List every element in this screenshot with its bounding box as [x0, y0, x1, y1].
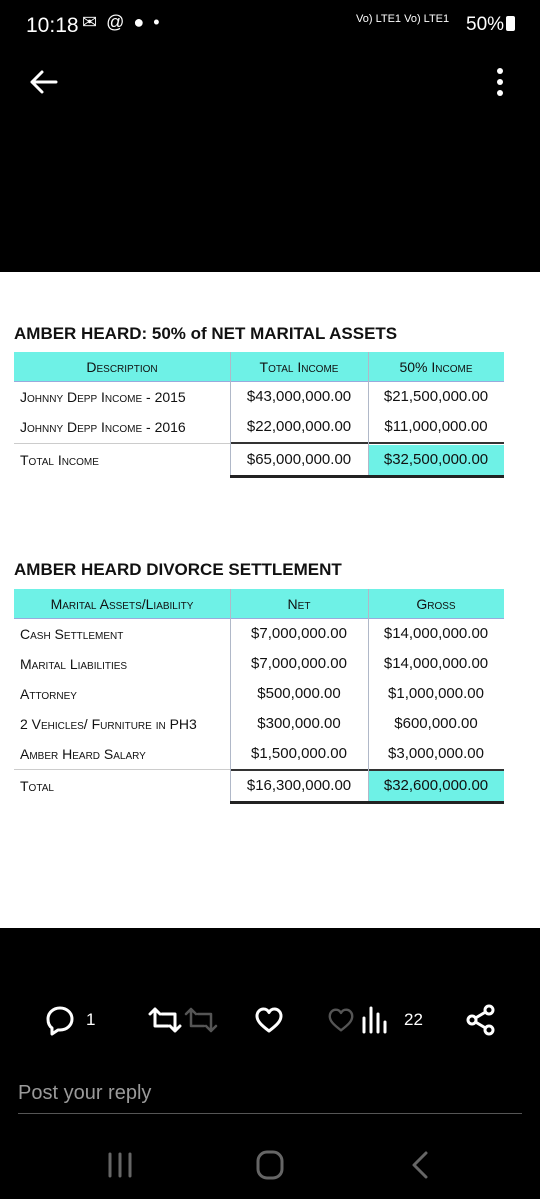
row-value: $300,000.00: [257, 715, 341, 732]
heart-outline-icon: [326, 1005, 356, 1035]
row-label: Total: [20, 778, 54, 794]
recent-apps-icon: [100, 1148, 140, 1182]
back-button[interactable]: [26, 64, 62, 100]
row-label: Attorney: [20, 686, 77, 702]
row-value: $14,000,000.00: [383, 625, 489, 642]
row-label: Amber Heard Salary: [20, 746, 146, 762]
row-value: $65,000,000.00: [246, 451, 352, 468]
repost-icon: [146, 1004, 218, 1036]
post-actions: [0, 990, 540, 1050]
chevron-left-icon: [400, 1148, 440, 1182]
divider: [230, 442, 504, 444]
header-description: Description: [86, 359, 158, 375]
divider: [230, 769, 504, 771]
divider: [230, 352, 231, 475]
row-value: $21,500,000.00: [383, 388, 489, 405]
row-value: $7,000,000.00: [251, 625, 347, 642]
table-row: [14, 619, 504, 649]
row-label: Marital Liabilities: [20, 656, 128, 672]
status-bar: [0, 0, 540, 52]
status-time: 10:18: [26, 14, 79, 37]
home-icon: [250, 1148, 290, 1182]
post-image[interactable]: [0, 272, 540, 928]
home-button[interactable]: [250, 1148, 290, 1182]
row-value: $16,300,000.00: [246, 777, 352, 794]
network-indicator: Vo) LTE1 Vo) LTE1: [356, 13, 450, 25]
divider: [368, 589, 369, 801]
like-button[interactable]: [253, 990, 285, 1050]
row-value: $22,000,000.00: [246, 418, 352, 435]
header-marital-assets: Marital Assets/Liability: [50, 596, 194, 612]
table-row-total: [14, 445, 504, 475]
table-row-total: [14, 771, 504, 801]
bar-chart-icon: [360, 1004, 388, 1036]
reply-input[interactable]: [18, 1074, 522, 1114]
divider: [230, 475, 504, 478]
battery-percent: 50%: [466, 14, 505, 35]
more-vertical-icon: [486, 64, 514, 100]
row-label: Total Income: [20, 452, 99, 468]
divider: [368, 352, 369, 475]
row-value: $14,000,000.00: [383, 655, 489, 672]
table-row: [14, 739, 504, 769]
battery-indicator: [466, 14, 515, 36]
share-button[interactable]: [465, 990, 497, 1050]
header-total-income: Total Income: [259, 359, 339, 375]
header-50-income: 50% Income: [399, 359, 473, 375]
views-button[interactable]: [326, 990, 423, 1050]
row-value: $7,000,000.00: [251, 655, 347, 672]
table-row: [14, 709, 504, 739]
row-value: $1,500,000.00: [251, 745, 347, 762]
row-label: Cash Settlement: [20, 626, 124, 642]
row-value: $11,000,000.00: [384, 418, 488, 435]
income-table: [14, 352, 504, 478]
table-row: [14, 649, 504, 679]
back-nav-button[interactable]: [400, 1148, 440, 1182]
arrow-left-icon: [26, 64, 62, 100]
settlement-table: [14, 589, 504, 803]
comment-icon: [44, 1004, 76, 1036]
row-label: Johnny Depp Income - 2015: [20, 389, 186, 405]
row-value: $500,000.00: [257, 685, 341, 702]
more-options-button[interactable]: [486, 64, 514, 100]
row-label: Johnny Depp Income - 2016: [20, 419, 186, 435]
share-icon: [465, 1004, 497, 1036]
notification-icons: ✉ @ ● •: [82, 12, 162, 32]
divider: [14, 769, 230, 770]
divider: [230, 801, 504, 804]
reply-button[interactable]: [44, 990, 95, 1050]
row-label: 2 Vehicles/ Furniture in PH3: [20, 716, 197, 732]
table-header-row: [14, 352, 504, 382]
recent-apps-button[interactable]: [100, 1148, 140, 1182]
divider: [14, 443, 230, 444]
table-header-row: [14, 589, 504, 619]
row-value: $32,600,000.00: [383, 777, 489, 794]
repost-button[interactable]: [146, 990, 218, 1050]
row-value: $43,000,000.00: [246, 388, 352, 405]
table-row: [14, 679, 504, 709]
row-value: $600,000.00: [394, 715, 478, 732]
system-nav-bar: [0, 1130, 540, 1199]
views-count: 22: [404, 1010, 423, 1029]
reply-count: 1: [86, 1010, 96, 1029]
row-value: $3,000,000.00: [388, 745, 484, 762]
table1-title: AMBER HEARD: 50% of NET MARITAL ASSETS: [14, 324, 398, 343]
divider: [230, 589, 231, 801]
table-row: [14, 412, 504, 442]
row-value: $1,000,000.00: [388, 685, 484, 702]
header-net: Net: [287, 596, 311, 612]
heart-icon: [253, 1004, 285, 1036]
battery-icon: [506, 16, 515, 31]
header-gross: Gross: [416, 596, 456, 612]
table-row: [14, 382, 504, 412]
row-value: $32,500,000.00: [383, 451, 489, 468]
table2-title: AMBER HEARD DIVORCE SETTLEMENT: [14, 560, 342, 579]
